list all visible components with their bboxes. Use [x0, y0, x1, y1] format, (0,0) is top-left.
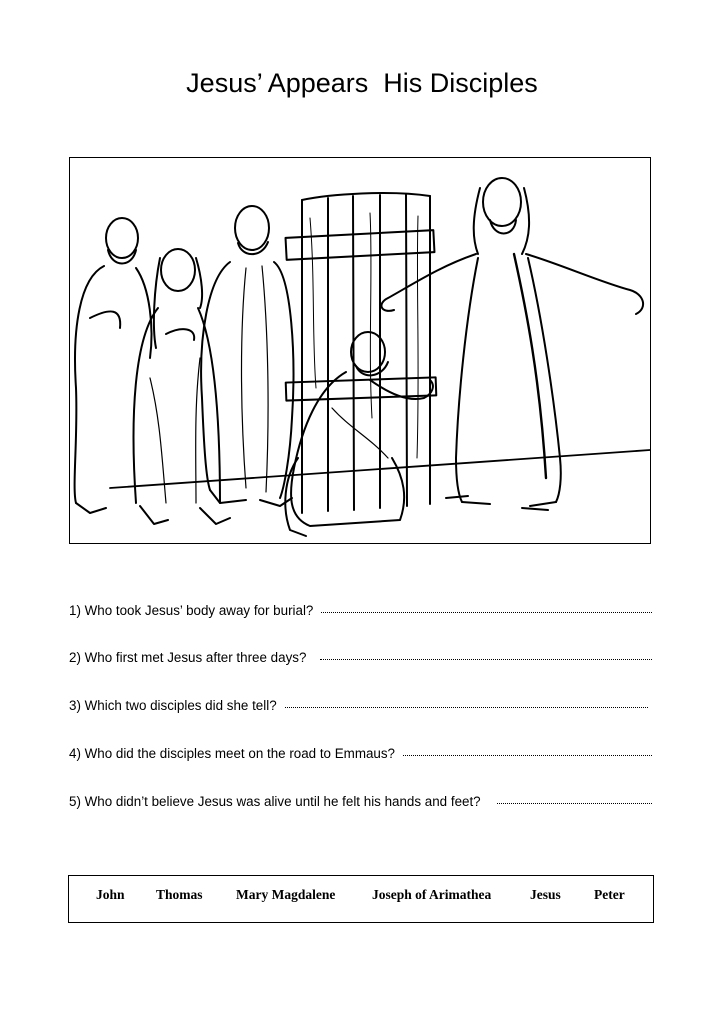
answer-line[interactable]: [321, 602, 652, 613]
question-text: 5) Who didn’t believe Jesus was alive until he felt his hands and feet?: [69, 794, 481, 809]
answer-line[interactable]: [285, 697, 648, 708]
word-bank-item: Joseph of Arimathea: [372, 887, 492, 902]
question-row: [69, 698, 652, 718]
answer-line[interactable]: [403, 745, 652, 756]
question-text: 4) Who did the disciples meet on the road to Emmaus?: [69, 746, 396, 761]
word-bank-item: John: [96, 887, 125, 902]
question-text: 3) Which two disciples did she tell?: [69, 698, 277, 713]
word-bank: [68, 875, 654, 923]
question-row: [69, 603, 652, 623]
disciple-tall-figure: [201, 206, 293, 506]
word-bank-item: Thomas: [156, 887, 203, 902]
question-text: 1) Who took Jesus’ body away for burial?: [69, 603, 314, 618]
question-row: [69, 650, 652, 670]
page-title: Jesus’ Appears His Disciples: [186, 68, 538, 98]
illustration-frame: [69, 157, 651, 544]
answer-line[interactable]: [320, 649, 652, 660]
disciple-kneeling-figure: [285, 332, 433, 536]
word-bank-item: Mary Magdalene: [236, 887, 336, 902]
question-text: 2) Who first met Jesus after three days?: [69, 650, 307, 665]
answer-line[interactable]: [497, 793, 652, 804]
question-row: [69, 794, 652, 814]
disciple-bearded-figure: [75, 218, 152, 513]
illustration-jesus-appears: [70, 158, 650, 543]
word-bank-item: Peter: [594, 887, 625, 902]
question-row: [69, 746, 652, 766]
word-bank-item: Jesus: [530, 887, 561, 902]
wooden-door: [286, 193, 437, 513]
